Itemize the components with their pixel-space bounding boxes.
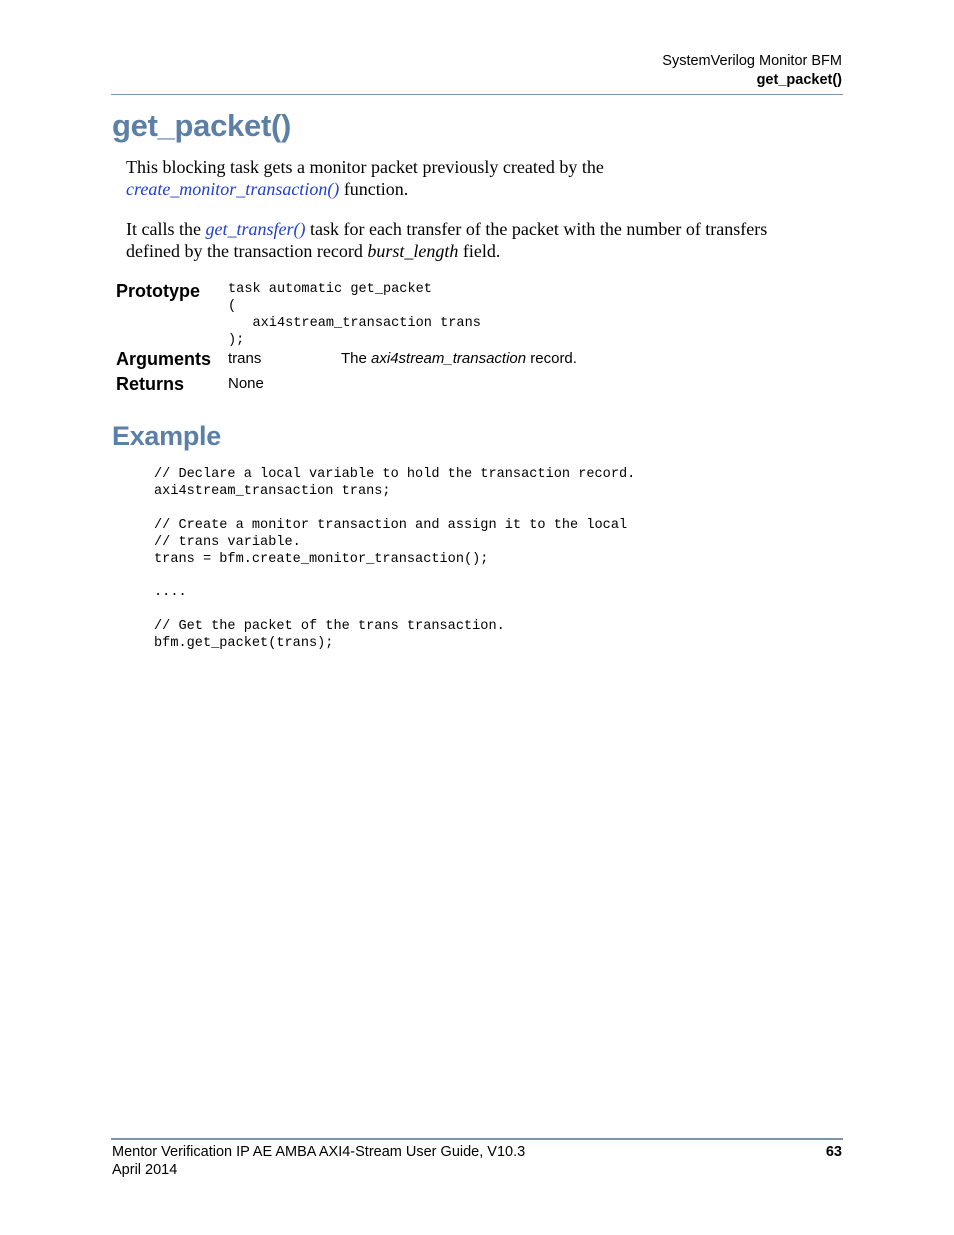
footer-guide-title: Mentor Verification IP AE AMBA AXI4-Stream User Guide, V10.3 bbox=[112, 1144, 526, 1160]
burst-length-term: burst_length bbox=[367, 241, 459, 261]
example-heading: Example bbox=[112, 421, 221, 451]
example-code: // Declare a local variable to hold the transaction record. axi4stream_transaction trans; // Create a monitor transaction and assign it to the local // trans variable. trans = bfm.create_monitor_transaction(); .... // Get the packet of the trans transaction. bfm.get_packet(trans); bbox=[154, 467, 636, 652]
argument-name: trans bbox=[228, 350, 262, 367]
get-transfer-link[interactable]: get_transfer() bbox=[205, 219, 306, 239]
page-number: 63 bbox=[825, 1144, 842, 1160]
footer-rule bbox=[111, 1138, 843, 1140]
arguments-label: Arguments bbox=[116, 349, 212, 369]
returns-label: Returns bbox=[116, 374, 185, 394]
intro-paragraph-2 bbox=[126, 218, 846, 262]
intro-p2-text-d: field. bbox=[458, 241, 501, 261]
argument-description bbox=[341, 349, 577, 368]
intro-p1-tail: function. bbox=[339, 179, 409, 199]
running-header-topic: get_packet() bbox=[756, 72, 842, 88]
page-title: get_packet() bbox=[112, 108, 292, 143]
header-rule bbox=[111, 94, 843, 95]
footer-text bbox=[112, 1143, 525, 1179]
intro-p2-text-a: It calls the bbox=[126, 219, 206, 239]
argument-desc-a: The bbox=[341, 350, 372, 367]
prototype-code: task automatic get_packet ( axi4stream_transaction trans ); bbox=[228, 282, 481, 348]
running-header-section: SystemVerilog Monitor BFM bbox=[662, 53, 842, 69]
intro-paragraph-1 bbox=[126, 156, 826, 200]
argument-desc-b: record. bbox=[526, 350, 577, 367]
argument-desc-type: axi4stream_transaction bbox=[371, 350, 527, 367]
intro-p2-text-c: defined by the transaction record bbox=[126, 241, 368, 261]
intro-p2-text-b: task for each transfer of the packet with the number of transfers bbox=[305, 219, 768, 239]
prototype-label: Prototype bbox=[116, 281, 201, 301]
returns-value: None bbox=[228, 375, 264, 392]
footer-date: April 2014 bbox=[112, 1162, 178, 1178]
create-monitor-transaction-link[interactable]: create_monitor_transaction() bbox=[126, 179, 340, 199]
intro-p1-text: This blocking task gets a monitor packet previously created by the bbox=[126, 157, 604, 177]
